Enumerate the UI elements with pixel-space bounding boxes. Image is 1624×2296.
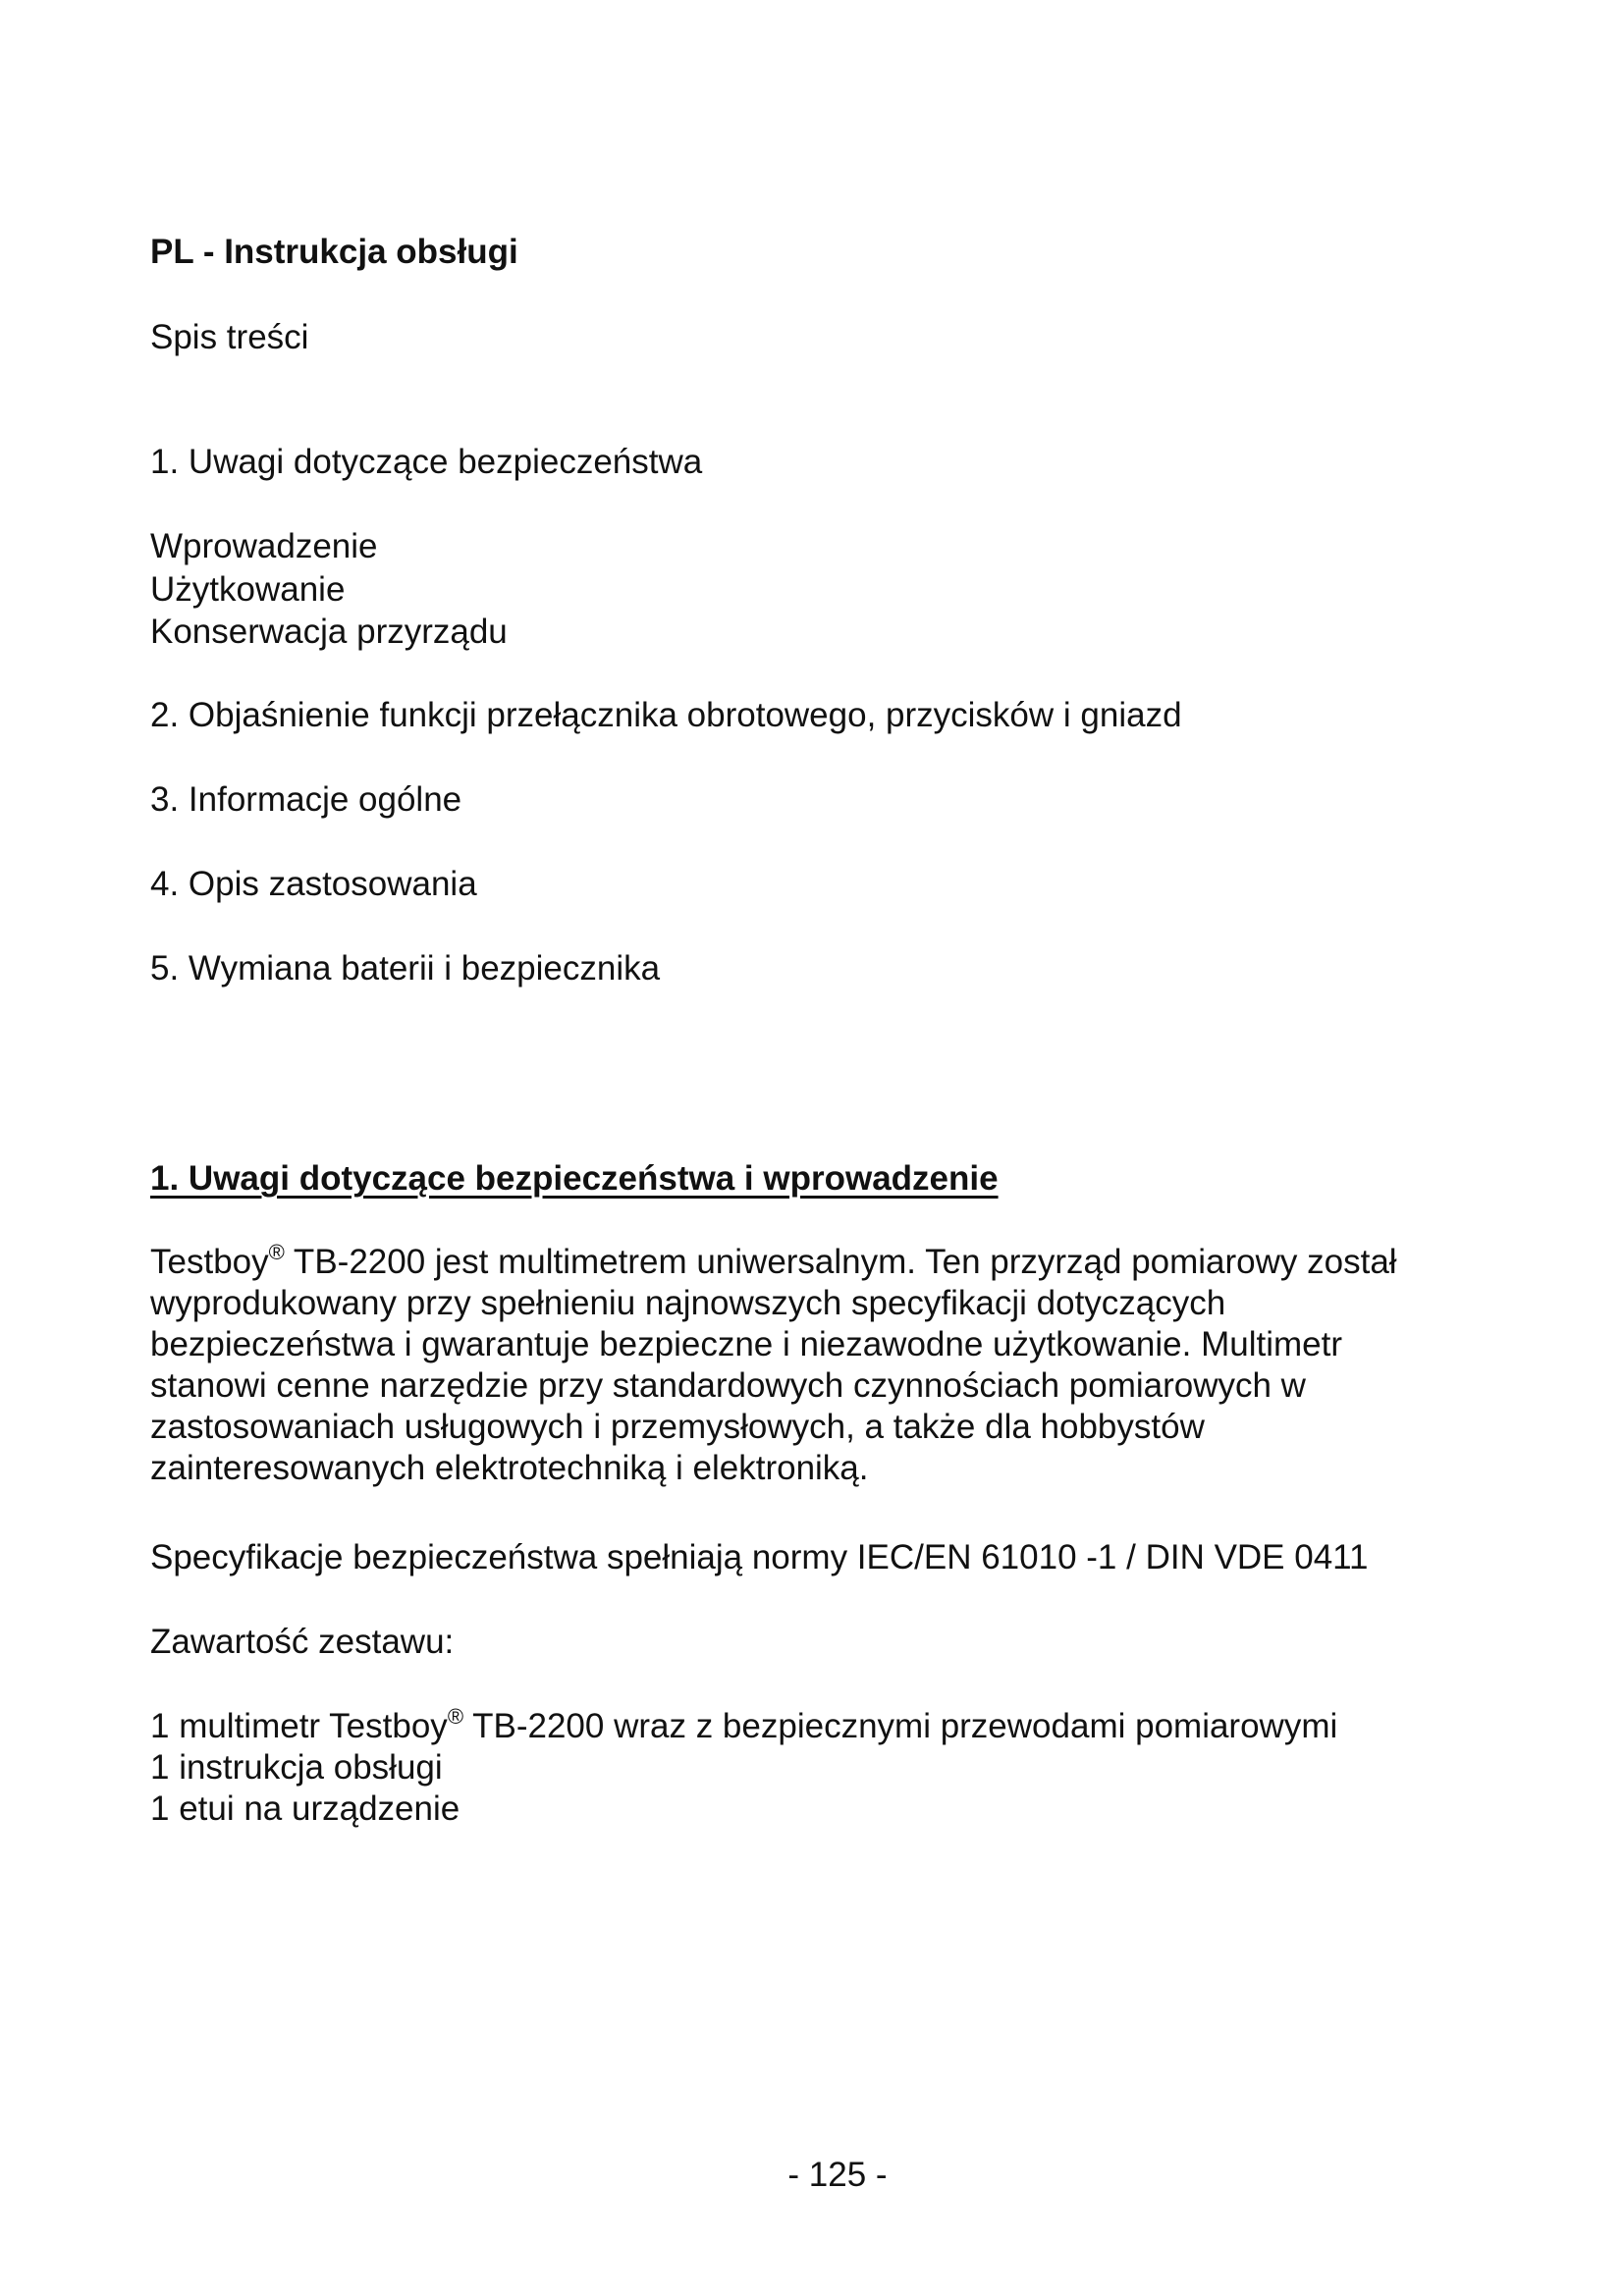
registered-mark: ®: [447, 1704, 464, 1729]
intro-line-5: zastosowaniach usługowych i przemysłowych, a także dla hobbystów: [150, 1408, 1205, 1446]
registered-mark: ®: [268, 1240, 285, 1264]
contents-item-2: 1 instrukcja obsługi: [150, 1748, 443, 1787]
page-title: PL - Instrukcja obsługi: [150, 233, 518, 271]
document-page: [150, 0, 1505, 2296]
page-number: - 125 -: [787, 2156, 888, 2194]
intro-line-6: zainteresowanych elektrotechniką i elektroniką.: [150, 1449, 869, 1487]
toc-subitem-introduction: Wprowadzenie: [150, 527, 378, 565]
toc-item-1: 1. Uwagi dotyczące bezpieczeństwa: [150, 443, 703, 481]
toc-subitem-usage: Użytkowanie: [150, 570, 346, 609]
contents-list: [150, 1706, 1337, 1830]
toc-subitem-maintenance: Konserwacja przyrządu: [150, 613, 508, 651]
contents-item-3: 1 etui na urządzenie: [150, 1789, 460, 1828]
intro-line-1-rest: TB-2200 jest multimetrem uniwersalnym. Ten przyrząd pomiarowy został: [284, 1243, 1397, 1281]
intro-line-2: wyprodukowany przy spełnieniu najnowszych specyfikacji dotyczących: [150, 1284, 1226, 1322]
intro-line-4: stanowi cenne narzędzie przy standardowych czynnościach pomiarowych w: [150, 1366, 1306, 1405]
intro-line-1: [150, 1242, 1397, 1283]
toc-heading: Spis treści: [150, 318, 309, 356]
toc-item-4: 4. Opis zastosowania: [150, 865, 477, 903]
contents-item-1-post: TB-2200 wraz z bezpiecznymi przewodami pomiarowymi: [463, 1707, 1338, 1745]
standards-text: Specyfikacje bezpieczeństwa spełniają normy IEC/EN 61010 -1 / DIN VDE 0411: [150, 1538, 1369, 1576]
toc-item-5: 5. Wymiana baterii i bezpiecznika: [150, 949, 661, 988]
section-heading: 1. Uwagi dotyczące bezpieczeństwa i wprowadzenie: [150, 1159, 999, 1198]
contents-heading: Zawartość zestawu:: [150, 1623, 455, 1661]
brand-name: Testboy: [150, 1243, 269, 1281]
intro-paragraph: [150, 1242, 1397, 1489]
toc-item-2: 2. Objaśnienie funkcji przełącznika obrotowego, przycisków i gniazd: [150, 696, 1182, 734]
intro-line-3: bezpieczeństwa i gwarantuje bezpieczne i niezawodne użytkowanie. Multimetr: [150, 1325, 1342, 1363]
contents-item-1: [150, 1706, 1337, 1747]
contents-item-1-pre: 1 multimetr Testboy: [150, 1707, 448, 1745]
toc-item-3: 3. Informacje ogólne: [150, 780, 462, 819]
